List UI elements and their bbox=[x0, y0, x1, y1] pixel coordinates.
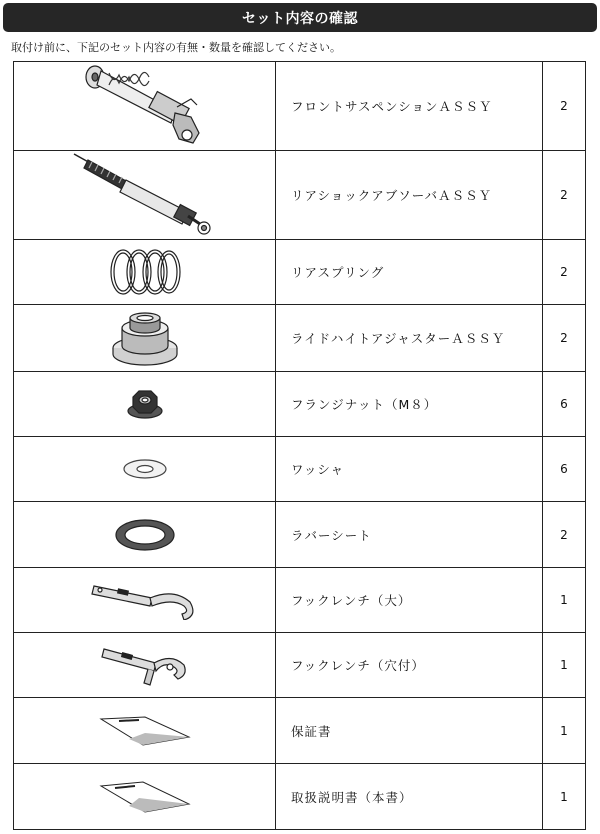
part-qty: 6 bbox=[543, 372, 586, 437]
part-qty: 2 bbox=[543, 305, 586, 372]
table-row bbox=[14, 437, 586, 502]
warranty-card-icon bbox=[99, 715, 191, 747]
manual-booklet-icon bbox=[99, 780, 191, 814]
instruction-text: 取付け前に、下記のセット内容の有無・数量を確認してください。 bbox=[11, 41, 341, 54]
parts-table bbox=[13, 61, 586, 830]
table-row bbox=[14, 764, 586, 830]
hook-wrench-large-icon bbox=[90, 580, 200, 620]
part-qty: 2 bbox=[543, 502, 586, 568]
table-row bbox=[14, 151, 586, 240]
ride-height-adjuster-icon bbox=[108, 308, 182, 368]
front-suspension-icon bbox=[75, 63, 215, 149]
table-row bbox=[14, 372, 586, 437]
part-qty: 2 bbox=[543, 240, 586, 305]
part-name: フランジナット（M８） bbox=[276, 372, 543, 437]
rear-spring-icon bbox=[105, 244, 185, 300]
part-name: 保証書 bbox=[276, 698, 543, 764]
part-qty: 1 bbox=[543, 698, 586, 764]
part-name: ワッシャ bbox=[276, 437, 543, 502]
table-row bbox=[14, 502, 586, 568]
part-name: リアショックアブソーバＡＳＳＹ bbox=[276, 151, 543, 240]
table-row bbox=[14, 698, 586, 764]
page-title: セット内容の確認 bbox=[3, 3, 597, 32]
part-name: 取扱説明書（本書） bbox=[276, 764, 543, 830]
table-row bbox=[14, 62, 586, 151]
part-name: フックレンチ（穴付） bbox=[276, 633, 543, 698]
table-row bbox=[14, 305, 586, 372]
part-qty: 2 bbox=[543, 62, 586, 151]
rear-shock-absorber-icon bbox=[70, 152, 220, 238]
table-row bbox=[14, 633, 586, 698]
flange-nut-icon bbox=[125, 387, 165, 421]
rubber-seat-icon bbox=[112, 516, 178, 554]
part-qty: 6 bbox=[543, 437, 586, 502]
part-name: フックレンチ（大） bbox=[276, 568, 543, 633]
hook-wrench-holed-icon bbox=[100, 643, 190, 687]
table-row bbox=[14, 240, 586, 305]
part-qty: 1 bbox=[543, 633, 586, 698]
table-row bbox=[14, 568, 586, 633]
washer-icon bbox=[120, 457, 170, 481]
part-qty: 1 bbox=[543, 568, 586, 633]
part-name: フロントサスペンションＡＳＳＹ bbox=[276, 62, 543, 151]
part-name: リアスプリング bbox=[276, 240, 543, 305]
part-qty: 2 bbox=[543, 151, 586, 240]
part-qty: 1 bbox=[543, 764, 586, 830]
part-name: ライドハイトアジャスターＡＳＳＹ bbox=[276, 305, 543, 372]
part-name: ラバーシート bbox=[276, 502, 543, 568]
